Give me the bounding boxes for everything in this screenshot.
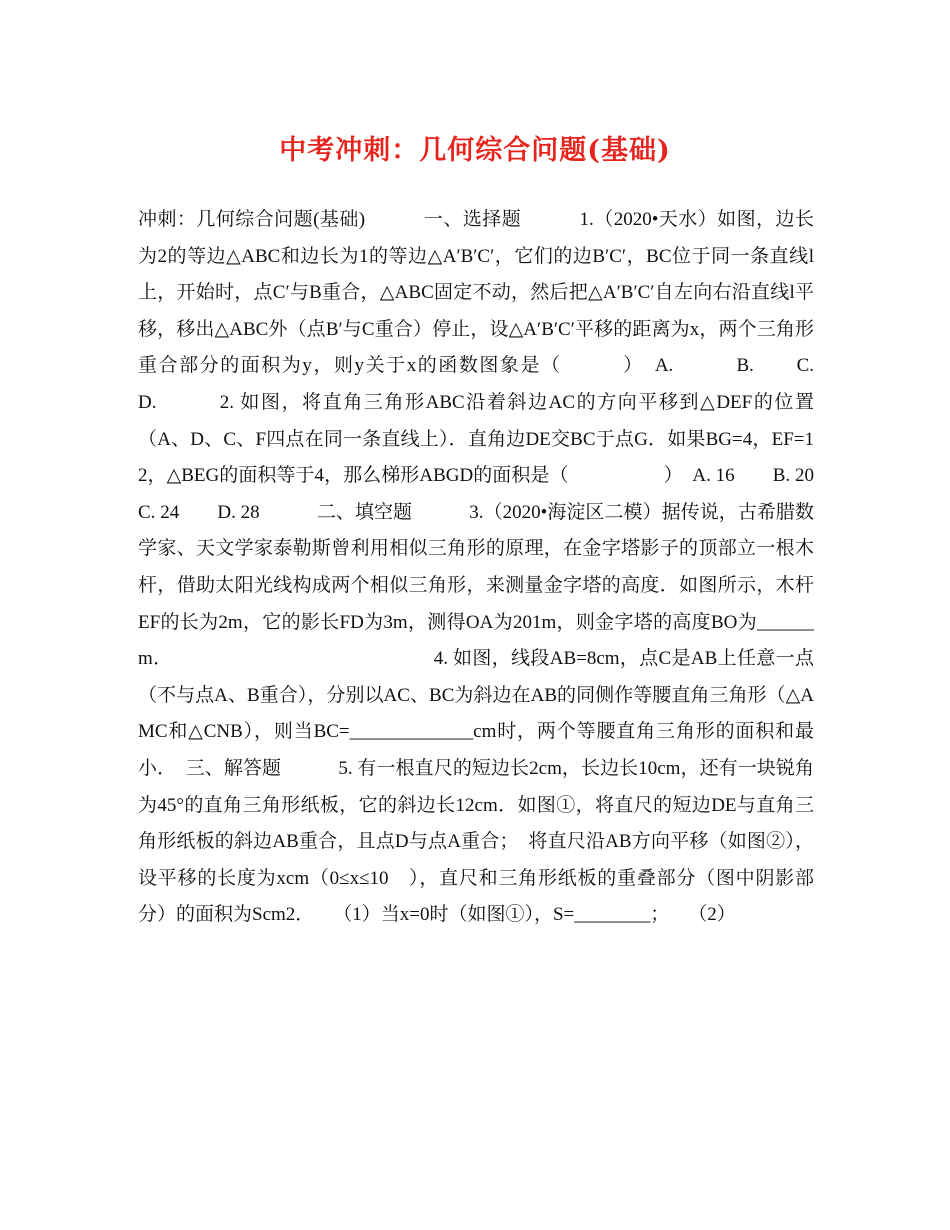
- document-body: 冲刺：几何综合问题(基础) 一、选择题 1.（2020•天水）如图，边长为2的等边△ABC和边长为1的等边△A′B′C′，它们的边B′C′，BC位于同一条直线l上，开始时，点C′与B重合，△ABC固定不动，然后把△A′B′C′自左向右沿直线l平移，移出△ABC外（点B′与C重合）停止，设△A′B′C′平移的距离为x，两个三角形重合部分的面积为y，则y关于x的函数图象是（ ） A. B. C. D. 2. 如图，将直角三角形ABC沿着斜边AC的方向平移到△DEF的位置（A、D、C、F四点在同一条直线上）．直角边DE交BC于点G．如果BG=4，EF=12，△BEG的面积等于4，那么梯形ABGD的面积是（ ） A. 16 B. 20 C. 24 D. 28 二、填空题 3.（2020•海淀区二模）据传说，古希腊数学家、天文学家泰勒斯曾利用相似三角形的原理，在金字塔影子的顶部立一根木杆，借助太阳光线构成两个相似三角形，来测量金字塔的高度．如图所示，木杆EF的长为2m，它的影长FD为3m，测得OA为201m，则金字塔的高度BO为______m． 4. 如图，线段AB=8cm，点C是AB上任意一点（不与点A、B重合），分别以AC、BC为斜边在AB的同侧作等腰直角三角形（△AMC和△CNB），则当BC=_____________cm时，两个等腰直角三角形的面积和最小． 三、解答题 5. 有一根直尺的短边长2cm，长边长10cm，还有一块锐角为45°的直角三角形纸板，它的斜边长12cm．如图①，将直尺的短边DE与直角三角形纸板的斜边AB重合，且点D与点A重合； 将直尺沿AB方向平移（如图②），设平移的长度为xcm（0≤x≤10 ），直尺和三角形纸板的重叠部分（图中阴影部分）的面积为Scm2． （1）当x=0时（如图①），S=________； （2）: [138, 209, 853, 926]
- document-title: 中考冲刺：几何综合问题(基础): [279, 135, 671, 166]
